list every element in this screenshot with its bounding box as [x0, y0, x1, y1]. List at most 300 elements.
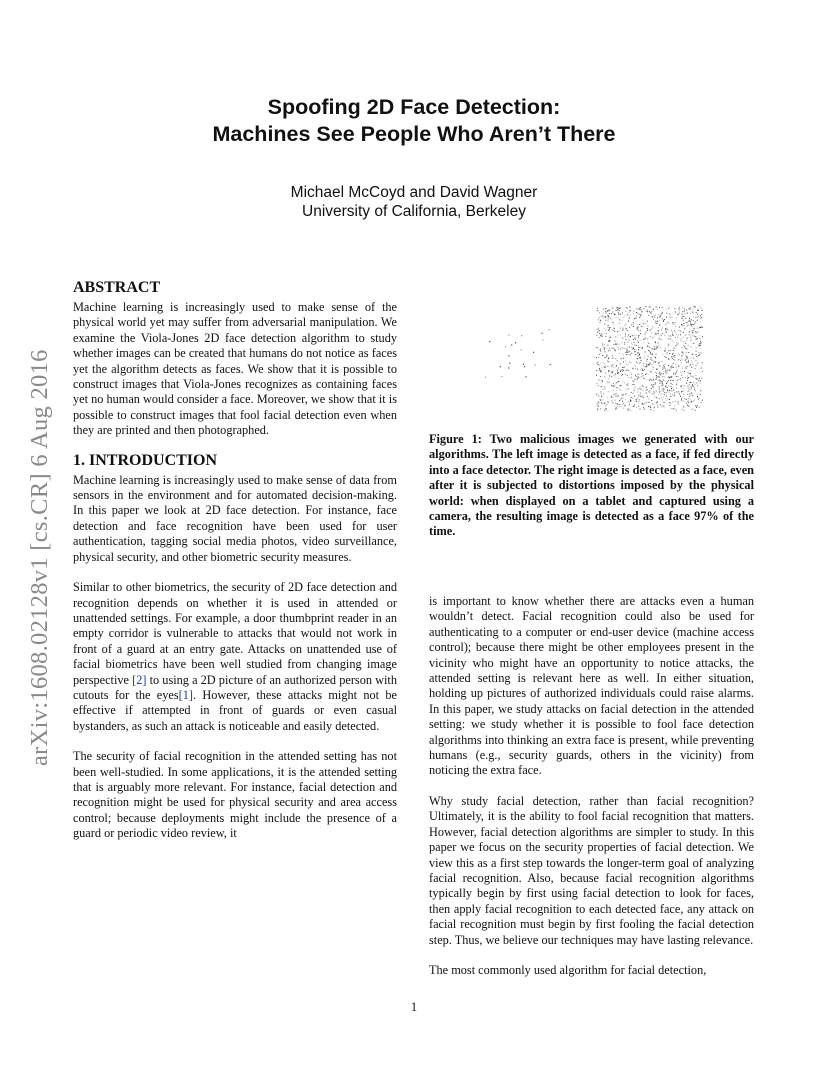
noise-pixel [673, 359, 674, 360]
noise-pixel [685, 343, 686, 344]
noise-pixel [700, 327, 701, 328]
noise-pixel [655, 334, 656, 335]
noise-pixel [608, 330, 609, 331]
noise-pixel [598, 401, 599, 402]
noise-pixel [622, 354, 623, 355]
noise-pixel [655, 315, 656, 316]
noise-pixel [696, 347, 697, 348]
noise-pixel [623, 395, 624, 396]
noise-pixel [651, 371, 652, 372]
noise-pixel [615, 336, 616, 337]
noise-pixel [638, 388, 639, 389]
noise-pixel [608, 371, 609, 372]
noise-pixel [692, 362, 693, 363]
noise-pixel [618, 314, 619, 315]
noise-pixel [633, 393, 634, 394]
noise-pixel [521, 335, 522, 336]
noise-pixel [693, 324, 694, 325]
noise-pixel [675, 408, 676, 409]
noise-pixel [667, 322, 668, 323]
noise-pixel [686, 309, 687, 310]
noise-pixel [660, 316, 661, 317]
noise-pixel [677, 337, 678, 338]
noise-pixel [675, 355, 676, 356]
noise-pixel [616, 393, 617, 394]
noise-pixel [690, 358, 691, 359]
noise-pixel [632, 398, 633, 399]
noise-pixel [696, 333, 697, 334]
noise-pixel [630, 400, 631, 401]
noise-pixel [637, 379, 638, 380]
noise-pixel [643, 397, 644, 398]
noise-pixel [686, 383, 687, 384]
noise-pixel [679, 327, 680, 328]
noise-pixel [622, 347, 623, 348]
noise-pixel [639, 317, 640, 318]
noise-pixel [606, 333, 607, 334]
noise-pixel [661, 373, 662, 374]
noise-pixel [700, 341, 701, 342]
noise-pixel [605, 408, 606, 409]
noise-pixel [628, 364, 629, 365]
noise-pixel [596, 393, 597, 394]
noise-pixel [693, 316, 694, 317]
noise-pixel [610, 331, 611, 332]
noise-pixel [688, 372, 689, 373]
noise-pixel [702, 362, 703, 363]
noise-pixel [665, 364, 666, 365]
noise-pixel [599, 370, 600, 371]
noise-pixel [596, 375, 597, 376]
noise-pixel [508, 355, 509, 356]
noise-pixel [628, 409, 629, 410]
noise-pixel [631, 374, 632, 375]
noise-pixel [689, 387, 690, 388]
noise-pixel [668, 346, 669, 347]
noise-pixel [638, 374, 639, 375]
noise-pixel [643, 375, 644, 376]
noise-pixel [643, 322, 644, 323]
noise-pixel [635, 318, 636, 319]
noise-pixel [640, 331, 641, 332]
noise-pixel [656, 373, 657, 374]
noise-pixel [607, 397, 608, 398]
noise-pixel [653, 387, 654, 388]
noise-pixel [643, 342, 644, 343]
noise-pixel [631, 343, 632, 344]
noise-pixel [615, 350, 616, 351]
noise-pixel [630, 372, 631, 373]
noise-pixel [652, 380, 653, 381]
noise-pixel [689, 318, 690, 319]
noise-pixel [630, 336, 631, 337]
noise-pixel [663, 372, 664, 373]
noise-pixel [619, 404, 620, 405]
noise-pixel [666, 374, 667, 375]
noise-pixel [666, 309, 667, 310]
noise-pixel [647, 339, 648, 340]
noise-pixel [665, 385, 666, 386]
noise-pixel [629, 306, 630, 307]
noise-pixel [629, 312, 630, 313]
noise-pixel [668, 327, 669, 328]
noise-pixel [669, 390, 670, 391]
noise-pixel [668, 376, 669, 377]
noise-pixel [653, 349, 654, 350]
noise-pixel [600, 408, 601, 409]
noise-pixel [636, 407, 637, 408]
noise-pixel [633, 339, 634, 340]
noise-pixel [679, 307, 680, 308]
noise-pixel [633, 389, 634, 390]
noise-pixel [689, 406, 690, 407]
noise-pixel [629, 327, 630, 328]
noise-pixel [678, 330, 679, 331]
noise-pixel [662, 319, 663, 320]
noise-pixel [642, 403, 643, 404]
noise-pixel [613, 367, 614, 368]
noise-pixel [685, 318, 686, 319]
noise-pixel [660, 347, 661, 348]
noise-pixel [647, 310, 648, 311]
noise-pixel [690, 309, 691, 310]
noise-pixel [695, 390, 696, 391]
noise-pixel [640, 362, 641, 363]
noise-pixel [650, 312, 651, 313]
noise-pixel [688, 386, 689, 387]
noise-pixel [678, 313, 679, 314]
arxiv-identifier-text: arXiv:1608.02128v1 [cs.CR] 6 Aug 2016 [26, 349, 53, 766]
noise-pixel [671, 408, 672, 409]
noise-pixel [624, 367, 625, 368]
noise-pixel [633, 324, 634, 325]
noise-pixel [662, 333, 663, 334]
noise-pixel [618, 331, 619, 332]
noise-pixel [615, 343, 616, 344]
noise-pixel [598, 396, 599, 397]
noise-pixel [627, 352, 628, 353]
noise-pixel [684, 385, 685, 386]
noise-pixel [611, 307, 612, 308]
noise-pixel [696, 379, 697, 380]
noise-pixel [680, 340, 681, 341]
noise-pixel [665, 398, 666, 399]
noise-pixel [693, 330, 694, 331]
noise-pixel [693, 312, 694, 313]
noise-pixel [698, 397, 699, 398]
noise-pixel [602, 367, 603, 368]
noise-pixel [674, 396, 675, 397]
noise-pixel [635, 354, 636, 355]
noise-pixel [674, 395, 675, 396]
noise-pixel [599, 354, 600, 355]
noise-pixel [633, 406, 634, 407]
noise-pixel [627, 385, 628, 386]
noise-pixel [638, 406, 639, 407]
noise-pixel [621, 358, 622, 359]
noise-pixel [673, 380, 674, 381]
title-line-2: Machines See People Who Aren’t There [212, 122, 616, 146]
noise-pixel [601, 342, 602, 343]
citation-1-link[interactable]: [1] [178, 687, 193, 702]
noise-pixel [647, 389, 648, 390]
noise-pixel [659, 377, 660, 378]
noise-pixel [619, 406, 620, 407]
noise-pixel [680, 372, 681, 373]
noise-pixel [682, 409, 683, 410]
noise-pixel [667, 387, 668, 388]
noise-pixel [626, 307, 627, 308]
noise-pixel [667, 389, 668, 390]
noise-pixel [624, 344, 625, 345]
noise-pixel [673, 387, 674, 388]
noise-pixel [638, 355, 639, 356]
noise-pixel [663, 389, 664, 390]
noise-pixel [643, 407, 644, 408]
noise-pixel [697, 386, 698, 387]
noise-pixel [609, 361, 610, 362]
noise-pixel [633, 311, 634, 312]
noise-pixel [668, 338, 669, 339]
noise-pixel [660, 374, 661, 375]
noise-pixel [698, 309, 699, 310]
noise-pixel [654, 346, 655, 347]
noise-pixel [672, 358, 673, 359]
noise-pixel [638, 347, 639, 348]
noise-pixel [634, 318, 635, 319]
noise-pixel [664, 335, 665, 336]
noise-pixel [607, 311, 608, 312]
noise-pixel [639, 399, 640, 400]
noise-pixel [672, 322, 673, 323]
noise-pixel [671, 317, 672, 318]
noise-pixel [682, 311, 683, 312]
noise-pixel [647, 326, 648, 327]
noise-pixel [698, 380, 699, 381]
noise-pixel [656, 391, 657, 392]
noise-pixel [616, 407, 617, 408]
noise-pixel [664, 351, 665, 352]
noise-pixel [633, 381, 634, 382]
noise-pixel [702, 336, 703, 337]
noise-pixel [696, 407, 697, 408]
noise-pixel [698, 378, 699, 379]
noise-pixel [632, 406, 633, 407]
noise-pixel [596, 394, 597, 395]
noise-pixel [666, 317, 667, 318]
noise-pixel [659, 307, 660, 308]
noise-pixel [618, 381, 619, 382]
noise-pixel [659, 337, 660, 338]
noise-pixel [668, 385, 669, 386]
noise-pixel [615, 377, 616, 378]
noise-pixel [616, 390, 617, 391]
figure-1 [429, 296, 754, 539]
noise-pixel [605, 336, 606, 337]
noise-pixel [663, 405, 664, 406]
noise-pixel [634, 396, 635, 397]
noise-pixel [655, 349, 656, 350]
noise-pixel [692, 409, 693, 410]
noise-pixel [613, 306, 614, 307]
noise-pixel [640, 409, 641, 410]
noise-pixel [650, 390, 651, 391]
noise-pixel [644, 408, 645, 409]
noise-pixel [684, 313, 685, 314]
noise-pixel [523, 364, 524, 365]
noise-pixel [622, 369, 623, 370]
noise-pixel [656, 375, 657, 376]
noise-pixel [699, 327, 700, 328]
noise-pixel [647, 359, 648, 360]
noise-pixel [695, 317, 696, 318]
noise-pixel [610, 318, 611, 319]
noise-pixel [600, 391, 601, 392]
noise-pixel [549, 329, 550, 330]
noise-pixel [644, 358, 645, 359]
noise-pixel [508, 334, 509, 335]
noise-pixel [673, 335, 674, 336]
noise-pixel [658, 343, 659, 344]
noise-pixel [602, 346, 603, 347]
noise-pixel [618, 395, 619, 396]
noise-pixel [515, 342, 516, 343]
noise-pixel [688, 345, 689, 346]
noise-pixel [689, 373, 690, 374]
noise-pixel [684, 371, 685, 372]
noise-pixel [601, 382, 602, 383]
noise-pixel [677, 314, 678, 315]
noise-pixel [671, 390, 672, 391]
noise-pixel [681, 355, 682, 356]
noise-pixel [653, 319, 654, 320]
noise-pixel [644, 355, 645, 356]
noise-pixel [687, 380, 688, 381]
noise-pixel [596, 335, 597, 336]
noise-pixel [671, 366, 672, 367]
noise-pixel [671, 396, 672, 397]
noise-pixel [626, 384, 627, 385]
noise-pixel [642, 320, 643, 321]
noise-pixel [662, 383, 663, 384]
noise-pixel [654, 404, 655, 405]
noise-pixel [598, 385, 599, 386]
noise-pixel [700, 338, 701, 339]
noise-pixel [647, 365, 648, 366]
noise-pixel [598, 319, 599, 320]
noise-pixel [603, 394, 604, 395]
noise-pixel [604, 348, 605, 349]
noise-pixel [674, 330, 675, 331]
noise-pixel [644, 308, 645, 309]
noise-pixel [684, 328, 685, 329]
noise-pixel [650, 359, 651, 360]
noise-pixel [685, 335, 686, 336]
noise-pixel [659, 383, 660, 384]
noise-pixel [625, 404, 626, 405]
noise-pixel [607, 361, 608, 362]
noise-pixel [660, 325, 661, 326]
noise-pixel [638, 308, 639, 309]
noise-pixel [637, 329, 638, 330]
noise-pixel [662, 328, 663, 329]
noise-pixel [597, 362, 598, 363]
noise-pixel [665, 329, 666, 330]
noise-pixel [634, 338, 635, 339]
noise-pixel [669, 306, 670, 307]
noise-pixel [643, 339, 644, 340]
noise-pixel [637, 398, 638, 399]
noise-pixel [634, 351, 635, 352]
noise-pixel [689, 384, 690, 385]
noise-pixel [645, 366, 646, 367]
noise-pixel [664, 366, 665, 367]
citation-2-link[interactable]: [2] [132, 672, 147, 687]
noise-pixel [508, 367, 509, 368]
noise-pixel [702, 327, 703, 328]
noise-pixel [598, 357, 599, 358]
noise-pixel [620, 334, 621, 335]
noise-pixel [604, 363, 605, 364]
noise-pixel [658, 394, 659, 395]
noise-pixel [685, 355, 686, 356]
noise-pixel [598, 406, 599, 407]
noise-pixel [645, 374, 646, 375]
noise-pixel [654, 315, 655, 316]
noise-pixel [650, 409, 651, 410]
noise-pixel [700, 318, 701, 319]
noise-pixel [678, 335, 679, 336]
noise-pixel [640, 370, 641, 371]
noise-pixel [637, 358, 638, 359]
noise-pixel [626, 354, 627, 355]
noise-pixel [672, 332, 673, 333]
noise-pixel [607, 320, 608, 321]
noise-pixel [660, 381, 661, 382]
noise-pixel [607, 345, 608, 346]
noise-pixel [693, 358, 694, 359]
noise-pixel [600, 393, 601, 394]
noise-pixel [672, 340, 673, 341]
noise-pixel [693, 395, 694, 396]
noise-pixel [600, 353, 601, 354]
abstract-text: Machine learning is increasingly used to make sense of the physical world yet may suffer from adversarial manipulation. We examine the Viola-Jones 2D face detection algorithm to study whether images can be created that humans do not notice as faces yet the algorithm detects as faces. We show that it is possible to construct images that Viola-Jones recognizes as containing faces yet no human would consider a face. Moreover, we show that it is possible to construct images that fool facial detection even when they are printed and then photographed. [73, 300, 397, 438]
noise-pixel [676, 371, 677, 372]
noise-pixel [669, 377, 670, 378]
noise-pixel [659, 320, 660, 321]
noise-pixel [690, 307, 691, 308]
noise-pixel [645, 338, 646, 339]
noise-pixel [637, 363, 638, 364]
noise-pixel [616, 317, 617, 318]
noise-pixel [691, 324, 692, 325]
arxiv-identifier [26, 288, 53, 766]
noise-pixel [648, 402, 649, 403]
noise-pixel [652, 348, 653, 349]
noise-pixel [625, 311, 626, 312]
noise-pixel [699, 407, 700, 408]
noise-pixel [636, 399, 637, 400]
noise-pixel [638, 378, 639, 379]
noise-pixel [638, 330, 639, 331]
noise-pixel [698, 399, 699, 400]
noise-pixel [625, 360, 626, 361]
noise-pixel [691, 393, 692, 394]
noise-pixel [682, 359, 683, 360]
noise-pixel [606, 354, 607, 355]
right-column [429, 594, 754, 993]
noise-pixel [687, 376, 688, 377]
